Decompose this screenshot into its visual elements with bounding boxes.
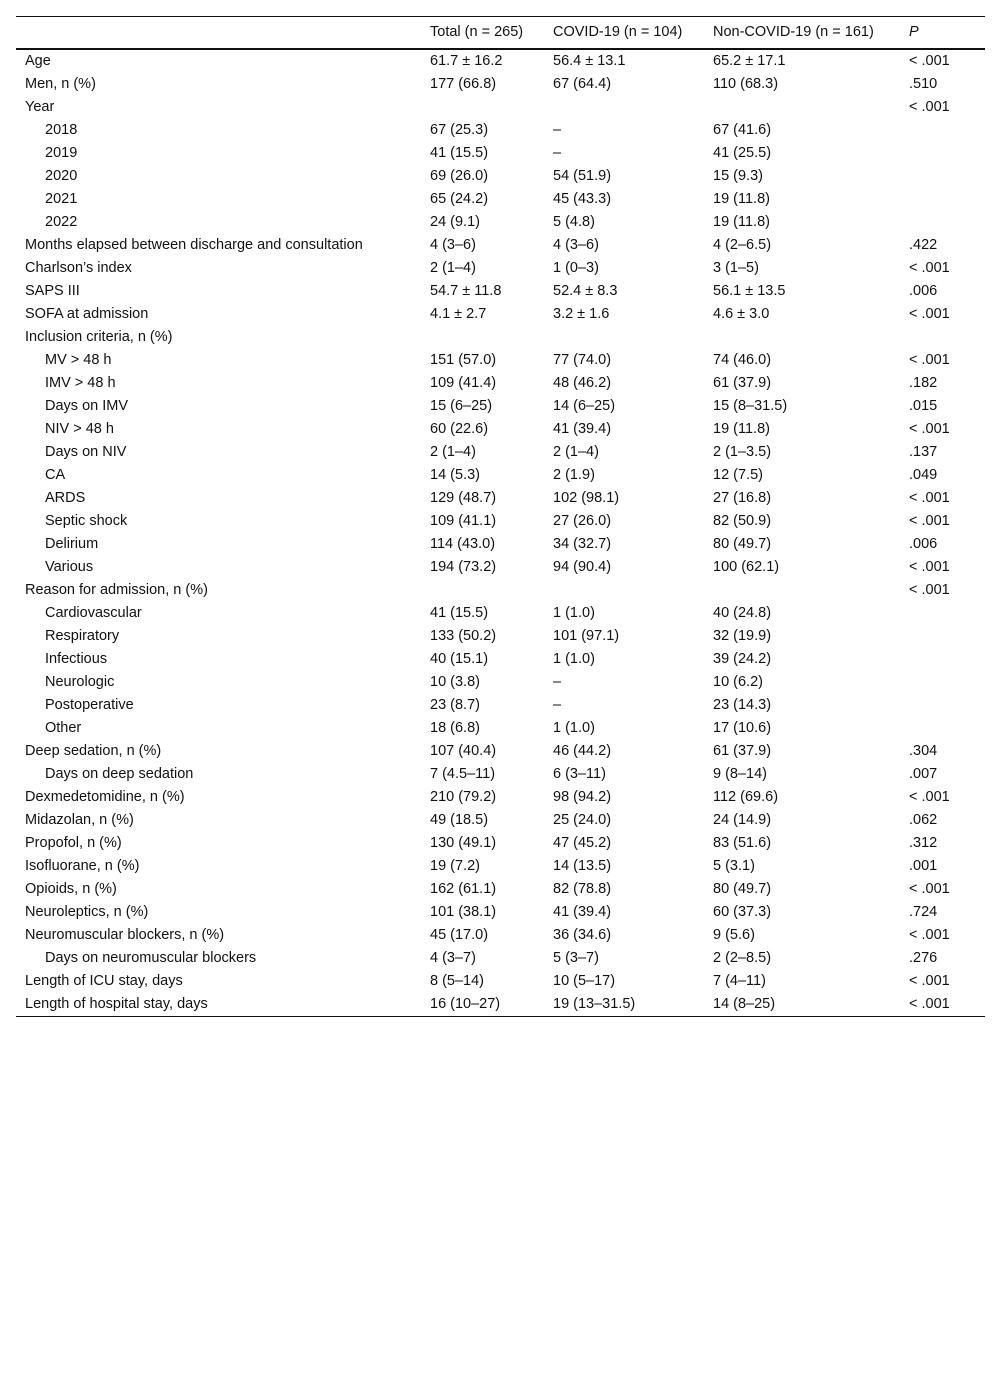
cell-p-value: < .001: [909, 259, 950, 276]
cell-total: 54.7 ± 11.8: [430, 282, 502, 299]
patient-characteristics-table: [16, 16, 985, 1017]
cell-covid: 98 (94.2): [553, 788, 612, 805]
cell-covid: [544, 579, 704, 602]
cell-total: 4.1 ± 2.7: [430, 305, 487, 322]
cell-noncovid: 39 (24.2): [713, 650, 772, 667]
cell-covid: 25 (24.0): [553, 811, 612, 828]
cell-p-value: [900, 165, 985, 188]
cell-p-value: < .001: [909, 880, 950, 897]
cell-covid: 1 (0–3): [553, 259, 599, 276]
cell-noncovid: 74 (46.0): [713, 351, 772, 368]
cell-noncovid: 67 (41.6): [713, 121, 772, 138]
cell-noncovid: 19 (11.8): [713, 213, 770, 230]
table-row: [16, 119, 985, 142]
cell-p-value: < .001: [909, 98, 950, 115]
cell-noncovid: 19 (11.8): [713, 420, 770, 437]
cell-covid: [544, 326, 704, 349]
cell-covid: 48 (46.2): [553, 374, 612, 391]
cell-noncovid: 83 (51.6): [713, 834, 772, 851]
cell-p-value: [900, 211, 985, 234]
row-label: Isofluorane, n (%): [25, 857, 140, 874]
cell-p-value: [900, 694, 985, 717]
table-row: [16, 395, 985, 418]
table-row: [16, 556, 985, 579]
table-header: [16, 17, 985, 49]
row-label: Opioids, n (%): [25, 880, 117, 897]
cell-total: 7 (4.5–11): [430, 765, 496, 782]
cell-noncovid: 61 (37.9): [713, 374, 772, 391]
row-label: 2022: [45, 213, 78, 230]
cell-p-value: < .001: [909, 972, 950, 989]
cell-covid: –: [553, 144, 562, 161]
cell-total: 41 (15.5): [430, 144, 489, 161]
table-row: [16, 924, 985, 947]
table-row: [16, 372, 985, 395]
cell-noncovid: 110 (68.3): [713, 75, 779, 92]
cell-total: 61.7 ± 16.2: [430, 52, 503, 69]
table-row: [16, 970, 985, 993]
cell-total: 18 (6.8): [430, 719, 480, 736]
row-label: Days on neuromuscular blockers: [45, 949, 257, 966]
row-label: Length of ICU stay, days: [25, 972, 183, 989]
table-row: [16, 832, 985, 855]
cell-total: 15 (6–25): [430, 397, 493, 414]
cell-covid: 67 (64.4): [553, 75, 612, 92]
cell-noncovid: 80 (49.7): [713, 880, 772, 897]
row-label: MV > 48 h: [45, 351, 112, 368]
cell-total: 24 (9.1): [430, 213, 480, 230]
cell-total: 133 (50.2): [430, 627, 497, 644]
table-row: [16, 441, 985, 464]
cell-p-value: < .001: [909, 558, 950, 575]
cell-covid: –: [553, 121, 562, 138]
cell-p-value: [900, 188, 985, 211]
cell-noncovid: [704, 326, 900, 349]
cell-covid: 56.4 ± 13.1: [553, 52, 626, 69]
cell-covid: 41 (39.4): [553, 903, 612, 920]
cell-p-value: .312: [909, 834, 938, 851]
table-row: [16, 234, 985, 257]
cell-total: 109 (41.4): [430, 374, 497, 391]
table-row: [16, 464, 985, 487]
table-row: [16, 671, 985, 694]
table-row: [16, 809, 985, 832]
cell-noncovid: [704, 579, 900, 602]
cell-noncovid: 14 (8–25): [713, 995, 776, 1012]
row-label: Months elapsed between discharge and consultation: [25, 236, 363, 253]
row-label: 2018: [45, 121, 78, 138]
cell-total: 65 (24.2): [430, 190, 489, 207]
table-row: [16, 418, 985, 441]
row-label: Midazolan, n (%): [25, 811, 134, 828]
cell-noncovid: 12 (7.5): [713, 466, 763, 483]
table-row: [16, 579, 985, 602]
table-row: [16, 648, 985, 671]
row-label: Deep sedation, n (%): [25, 742, 162, 759]
cell-noncovid: 5 (3.1): [713, 857, 755, 874]
cell-covid: 14 (13.5): [553, 857, 612, 874]
cell-noncovid: 24 (14.9): [713, 811, 772, 828]
cell-total: 23 (8.7): [430, 696, 480, 713]
cell-noncovid: 19 (11.8): [713, 190, 770, 207]
cell-noncovid: 10 (6.2): [713, 673, 763, 690]
cell-total: 129 (48.7): [430, 489, 497, 506]
cell-covid: 14 (6–25): [553, 397, 616, 414]
table-row: [16, 303, 985, 326]
row-label: Length of hospital stay, days: [25, 995, 208, 1012]
cell-p-value: [900, 648, 985, 671]
cell-covid: 36 (34.6): [553, 926, 612, 943]
cell-noncovid: 82 (50.9): [713, 512, 772, 529]
cell-covid: 1 (1.0): [553, 650, 595, 667]
cell-p-value: < .001: [909, 305, 950, 322]
row-label: Reason for admission, n (%): [25, 581, 208, 598]
cell-noncovid: 112 (69.6): [713, 788, 779, 805]
cell-noncovid: 7 (4–11): [713, 972, 766, 989]
cell-noncovid: 17 (10.6): [713, 719, 772, 736]
cell-total: 4 (3–6): [430, 236, 476, 253]
cell-p-value: .015: [909, 397, 938, 414]
row-label: Days on NIV: [45, 443, 127, 460]
row-label: Neurologic: [45, 673, 115, 690]
cell-noncovid: 40 (24.8): [713, 604, 772, 621]
table-row: [16, 694, 985, 717]
row-label: Postoperative: [45, 696, 134, 713]
table-row: [16, 740, 985, 763]
cell-total: 151 (57.0): [430, 351, 497, 368]
cell-total: 60 (22.6): [430, 420, 489, 437]
cell-p-value: .724: [909, 903, 938, 920]
cell-noncovid: 15 (8–31.5): [713, 397, 788, 414]
row-label: Charlson’s index: [25, 259, 132, 276]
cell-noncovid: 65.2 ± 17.1: [713, 52, 786, 69]
table-row: [16, 786, 985, 809]
cell-covid: –: [553, 696, 562, 713]
cell-p-value: < .001: [909, 995, 950, 1012]
table-row: [16, 855, 985, 878]
cell-noncovid: 15 (9.3): [713, 167, 763, 184]
cell-covid: 41 (39.4): [553, 420, 612, 437]
table-row: [16, 257, 985, 280]
table-row: [16, 487, 985, 510]
row-label: Days on deep sedation: [45, 765, 194, 782]
row-label: Septic shock: [45, 512, 128, 529]
cell-noncovid: 23 (14.3): [713, 696, 772, 713]
cell-total: 49 (18.5): [430, 811, 489, 828]
cell-p-value: < .001: [909, 420, 950, 437]
table-row: [16, 49, 985, 73]
table-row: [16, 211, 985, 234]
header-covid: COVID-19 (n = 104): [553, 24, 683, 40]
row-label: Infectious: [45, 650, 108, 667]
table-row: [16, 510, 985, 533]
cell-total: 69 (26.0): [430, 167, 489, 184]
cell-covid: 5 (3–7): [553, 949, 599, 966]
cell-total: 109 (41.1): [430, 512, 497, 529]
cell-covid: 4 (3–6): [553, 236, 599, 253]
cell-p-value: < .001: [909, 512, 950, 529]
cell-total: 177 (66.8): [430, 75, 497, 92]
cell-covid: 27 (26.0): [553, 512, 612, 529]
table-row: [16, 901, 985, 924]
table-row: [16, 717, 985, 740]
cell-p-value: [900, 326, 985, 349]
table-row: [16, 96, 985, 119]
row-label: Age: [25, 52, 51, 69]
cell-p-value: .422: [909, 236, 938, 253]
row-label: Delirium: [45, 535, 99, 552]
cell-p-value: [900, 142, 985, 165]
header-total: Total (n = 265): [430, 24, 524, 40]
cell-p-value: < .001: [909, 489, 950, 506]
cell-noncovid: 100 (62.1): [713, 558, 780, 575]
table-row: [16, 73, 985, 96]
cell-noncovid: 2 (1–3.5): [713, 443, 772, 460]
cell-total: 2 (1–4): [430, 259, 476, 276]
cell-total: [421, 326, 544, 349]
cell-total: 16 (10–27): [430, 995, 501, 1012]
cell-covid: 2 (1–4): [553, 443, 599, 460]
row-label: Neuroleptics, n (%): [25, 903, 149, 920]
cell-total: 114 (43.0): [430, 535, 496, 552]
cell-p-value: .304: [909, 742, 938, 759]
cell-covid: 1 (1.0): [553, 604, 595, 621]
row-label: 2020: [45, 167, 78, 184]
cell-p-value: .182: [909, 374, 938, 391]
table-row: [16, 993, 985, 1017]
row-label: Men, n (%): [25, 75, 96, 92]
row-label: CA: [45, 466, 66, 483]
cell-covid: 3.2 ± 1.6: [553, 305, 610, 322]
cell-total: [421, 96, 544, 119]
row-label: ARDS: [45, 489, 86, 506]
cell-noncovid: 2 (2–8.5): [713, 949, 772, 966]
cell-total: 19 (7.2): [430, 857, 480, 874]
row-label: 2021: [45, 190, 78, 207]
cell-p-value: .007: [909, 765, 938, 782]
header-noncovid: Non-COVID-19 (n = 161): [713, 24, 874, 40]
table-row: [16, 763, 985, 786]
cell-p-value: .510: [909, 75, 938, 92]
cell-covid: 52.4 ± 8.3: [553, 282, 618, 299]
cell-covid: 46 (44.2): [553, 742, 612, 759]
cell-noncovid: 56.1 ± 13.5: [713, 282, 786, 299]
cell-covid: [544, 96, 704, 119]
row-label: SOFA at admission: [25, 305, 149, 322]
row-label: Various: [45, 558, 94, 575]
cell-p-value: < .001: [909, 926, 950, 943]
cell-total: 101 (38.1): [430, 903, 497, 920]
row-label: Inclusion criteria, n (%): [25, 328, 173, 345]
cell-total: 40 (15.1): [430, 650, 489, 667]
cell-total: 45 (17.0): [430, 926, 489, 943]
table-row: [16, 602, 985, 625]
cell-p-value: .006: [909, 535, 938, 552]
cell-p-value: [900, 625, 985, 648]
cell-covid: 6 (3–11): [553, 765, 606, 782]
cell-total: 8 (5–14): [430, 972, 485, 989]
cell-p-value: [900, 717, 985, 740]
row-label: Other: [45, 719, 82, 736]
row-label: Cardiovascular: [45, 604, 142, 621]
cell-p-value: < .001: [909, 351, 950, 368]
cell-covid: 34 (32.7): [553, 535, 612, 552]
header-row: [16, 17, 985, 49]
cell-p-value: [900, 671, 985, 694]
row-label: NIV > 48 h: [45, 420, 114, 437]
cell-p-value: < .001: [909, 788, 950, 805]
cell-noncovid: 3 (1–5): [713, 259, 759, 276]
cell-total: 14 (5.3): [430, 466, 480, 483]
cell-p-value: [900, 119, 985, 142]
table-row: [16, 326, 985, 349]
cell-noncovid: 32 (19.9): [713, 627, 772, 644]
cell-total: 67 (25.3): [430, 121, 489, 138]
cell-p-value: .062: [909, 811, 938, 828]
cell-covid: 19 (13–31.5): [553, 995, 636, 1012]
cell-p-value: [900, 602, 985, 625]
cell-covid: 5 (4.8): [553, 213, 595, 230]
row-label: Days on IMV: [45, 397, 128, 414]
row-label: Dexmedetomidine, n (%): [25, 788, 185, 805]
cell-p-value: .137: [909, 443, 938, 460]
cell-total: 162 (61.1): [430, 880, 497, 897]
row-label: SAPS III: [25, 282, 80, 299]
cell-total: [421, 579, 544, 602]
cell-covid: 101 (97.1): [553, 627, 620, 644]
cell-p-value: .001: [909, 857, 938, 874]
cell-total: 194 (73.2): [430, 558, 497, 575]
row-label: Neuromuscular blockers, n (%): [25, 926, 225, 943]
table-row: [16, 533, 985, 556]
cell-noncovid: 60 (37.3): [713, 903, 772, 920]
cell-covid: 1 (1.0): [553, 719, 595, 736]
cell-noncovid: 80 (49.7): [713, 535, 772, 552]
cell-noncovid: 4.6 ± 3.0: [713, 305, 770, 322]
cell-p-value: < .001: [909, 52, 950, 69]
table-row: [16, 142, 985, 165]
cell-covid: –: [553, 673, 562, 690]
cell-noncovid: 9 (5.6): [713, 926, 755, 943]
cell-covid: 77 (74.0): [553, 351, 612, 368]
cell-covid: 45 (43.3): [553, 190, 612, 207]
cell-covid: 54 (51.9): [553, 167, 612, 184]
cell-noncovid: 4 (2–6.5): [713, 236, 772, 253]
cell-total: 10 (3.8): [430, 673, 480, 690]
table-body: [16, 49, 985, 1017]
table-row: [16, 165, 985, 188]
cell-p-value: .006: [909, 282, 938, 299]
cell-noncovid: 27 (16.8): [713, 489, 772, 506]
cell-p-value: .049: [909, 466, 938, 483]
cell-total: 210 (79.2): [430, 788, 497, 805]
cell-p-value: < .001: [909, 581, 950, 598]
header-variable: [16, 17, 421, 49]
table-row: [16, 878, 985, 901]
cell-noncovid: 9 (8–14): [713, 765, 768, 782]
cell-total: 2 (1–4): [430, 443, 476, 460]
table-row: [16, 625, 985, 648]
table-row: [16, 947, 985, 970]
cell-noncovid: 41 (25.5): [713, 144, 772, 161]
table-row: [16, 349, 985, 372]
row-label: 2019: [45, 144, 78, 161]
table-container: [16, 16, 985, 1017]
cell-covid: 2 (1.9): [553, 466, 595, 483]
row-label: IMV > 48 h: [45, 374, 116, 391]
cell-covid: 82 (78.8): [553, 880, 612, 897]
cell-total: 130 (49.1): [430, 834, 497, 851]
cell-covid: 47 (45.2): [553, 834, 612, 851]
cell-covid: 10 (5–17): [553, 972, 616, 989]
cell-p-value: .276: [909, 949, 938, 966]
row-label: Year: [25, 98, 55, 115]
table-row: [16, 188, 985, 211]
cell-noncovid: [704, 96, 900, 119]
row-label: Propofol, n (%): [25, 834, 122, 851]
cell-noncovid: 61 (37.9): [713, 742, 772, 759]
header-p-value: P: [909, 24, 919, 40]
cell-total: 4 (3–7): [430, 949, 476, 966]
cell-total: 41 (15.5): [430, 604, 489, 621]
table-row: [16, 280, 985, 303]
cell-covid: 94 (90.4): [553, 558, 612, 575]
cell-total: 107 (40.4): [430, 742, 497, 759]
row-label: Respiratory: [45, 627, 120, 644]
cell-covid: 102 (98.1): [553, 489, 620, 506]
